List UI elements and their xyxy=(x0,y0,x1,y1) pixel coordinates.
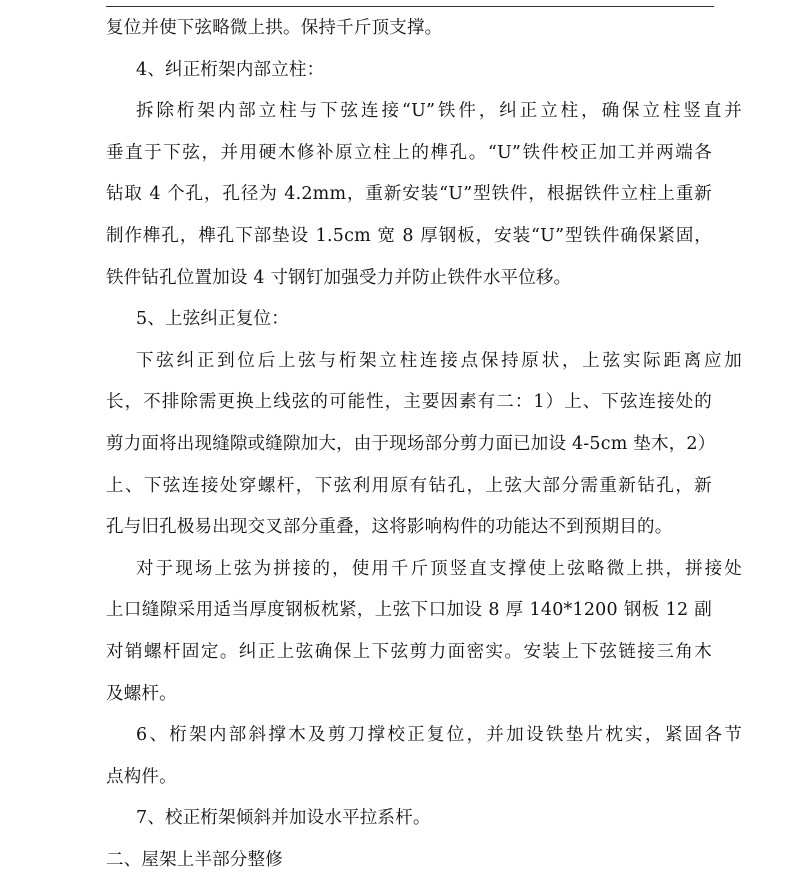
section-heading: 5、上弦纠正复位： xyxy=(136,309,289,330)
header-rule xyxy=(106,6,714,7)
text-line: 长，不排除需更换上线弦的可能性，主要因素有二：1）上、下弦连接处的 xyxy=(106,392,712,413)
text-line: 点构件。 xyxy=(106,766,177,787)
text-line: 剪力面将出现缝隙或缝隙加大，由于现场部分剪力面已加设 4-5cm 垫木，2） xyxy=(106,433,716,454)
text-line: 下弦纠正到位后上弦与桁架立柱连接点保持原状，上弦实际距离应加 xyxy=(136,350,742,371)
text-line: 钻取 4 个孔，孔径为 4.2mm，重新安装“U”型铁件，根据铁件立柱上重新 xyxy=(106,184,712,205)
document-body xyxy=(106,8,742,881)
text-line: 上、下弦连接处穿螺杆，下弦利用原有钻孔，上弦大部分需重新钻孔，新 xyxy=(106,475,712,496)
text-line: 制作榫孔，榫孔下部垫设 1.5cm 宽 8 厚钢板，安装“U”型铁件确保紧固， xyxy=(106,225,712,246)
text-line: 对于现场上弦为拼接的，使用千斤顶竖直支撑使上弦略微上拱，拼接处 xyxy=(136,558,742,579)
section-heading: 7、校正桁架倾斜并加设水平拉系杆。 xyxy=(136,808,431,829)
section-heading: 6、桁架内部斜撑木及剪刀撑校正复位，并加设铁垫片枕实，紧固各节 xyxy=(136,725,742,746)
text-line: 复位并使下弦略微上拱。保持千斤顶支撑。 xyxy=(106,18,443,38)
chapter-heading: 二、屋架上半部分整修 xyxy=(106,849,283,870)
text-line: 上口缝隙采用适当厚度钢板枕紧，上弦下口加设 8 厚 140*1200 钢板 12 副 xyxy=(106,600,712,621)
text-line: 垂直于下弦，并用硬木修补原立柱上的榫孔。“U”铁件校正加工并两端各 xyxy=(106,142,712,163)
section-heading: 4、纠正桁架内部立柱： xyxy=(136,59,325,80)
text-line: 孔与旧孔极易出现交叉部分重叠，这将影响构件的功能达不到预期目的。 xyxy=(106,517,673,538)
text-line: 铁件钻孔位置加设 4 寸钢钉加强受力并防止铁件水平位移。 xyxy=(106,267,572,288)
text-line: 及螺杆。 xyxy=(106,683,177,704)
text-line: 拆除桁架内部立柱与下弦连接“U”铁件，纠正立柱，确保立柱竖直并 xyxy=(136,101,742,122)
text-line: 对销螺杆固定。纠正上弦确保上下弦剪力面密实。安装上下弦链接三角木 xyxy=(106,641,712,662)
